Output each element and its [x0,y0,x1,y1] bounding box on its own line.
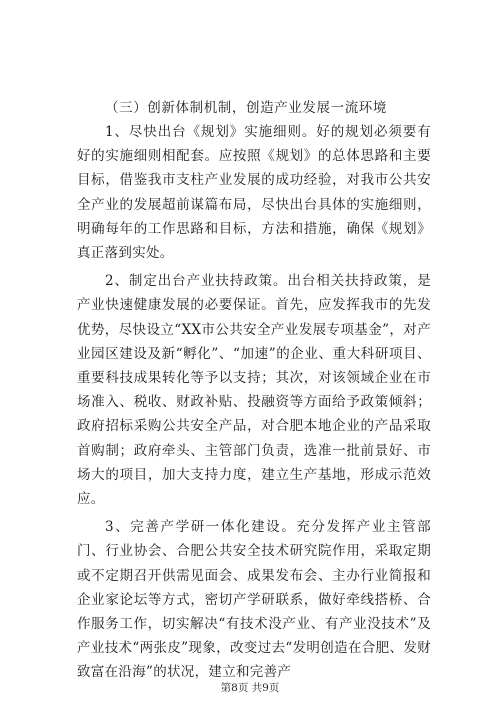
paragraph-2: 2、制定出台产业扶持政策。出台相关扶持政策，是产业快速健康发展的必要保证。首先，应发挥我市的先发优势，尽快设立“XX市公共安全产业发展专项基金”，对产业园区建设及新“孵化”、“加速”的企业、重大科研项目、重要科技成果转化等予以支持；其次，对该领域企业在市场准入、税收、财政补贴、投融资等方面给予政策倾斜；政府招标采购公共安全产品，对合肥本地企业的产品采取首购制；政府牵头、主管部门负责，选准一批前景好、市场大的项目，加大支持力度，建立生产基地，形成示范效应。 [77,273,431,508]
page-number-footer: 第8页 共9页 [220,682,280,694]
paragraph-1: 1、尽快出台《规划》实施细则。好的规划必须要有好的实施细则相配套。应按照《规划》的总体思路和主要目标，借鉴我市支柱产业发展的成功经验，对我市公共安全产业的发展超前谋篇布局，尽快出台具体的实施细则，明确每年的工作思路和目标，方法和措施，确保《规划》真正落到实处。 [77,124,431,262]
paragraph-3: 3、完善产学研一体化建设。充分发挥产业主管部门、行业协会、合肥公共安全技术研究院作用，采取定期或不定期召开供需见面会、成果发布会、主办行业简报和企业家论坛等方式，密切产学研联系，做好牵线搭桥、合作服务工作，切实解决“有技术没产业、有产业没技术”及产业技术“两张皮”现象，改变过去“发明创造在合肥、发财致富在沿海”的状况，建立和完善产 [77,519,431,681]
document-body [77,96,431,685]
section-heading: （三）创新体制机制，创造产业发展一流环境 [105,100,387,116]
